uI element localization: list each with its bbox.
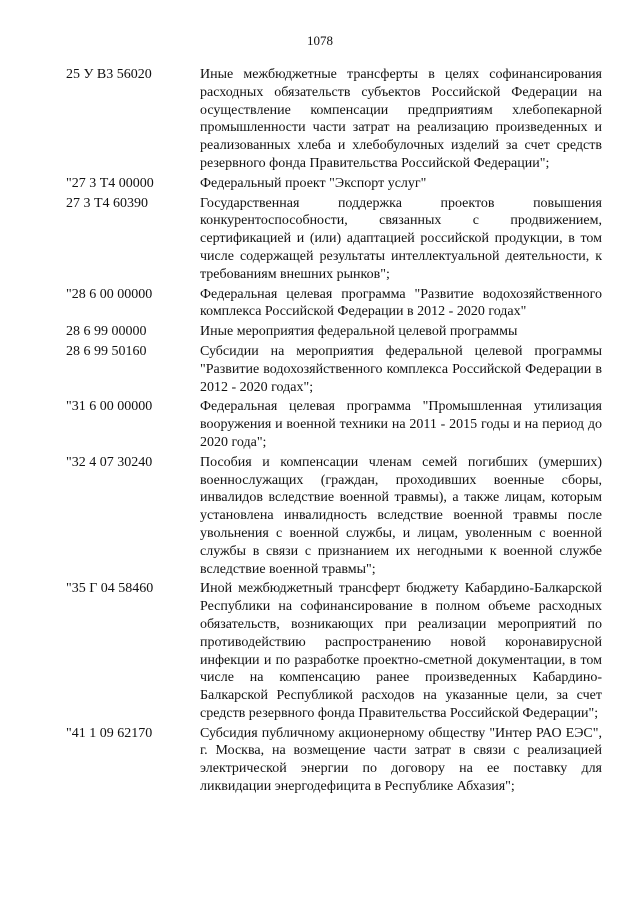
entry-description: Субсидии на мероприятия федеральной целевой программы "Развитие водохозяйственного комплекса Российской Федерации в 2012 - 2020 годах"; (200, 343, 602, 395)
budget-code: 27 3 Т4 60390 (66, 195, 149, 211)
budget-code-list (66, 66, 602, 798)
list-item (66, 343, 602, 396)
entry-description: Федеральный проект "Экспорт услуг" (200, 175, 427, 191)
entry-description: Федеральная целевая программа "Промышленная утилизация вооружения и военной техники на 2011 - 2015 годы и на период до 2020 года"; (200, 399, 602, 450)
budget-code: "27 3 Т4 00000 (66, 175, 154, 191)
entry-description: Иные межбюджетные трансферты в целях софинансирования расходных обязательств субъектов Российской Федерации на осуществление компенсации предприятиям хлебопекарной промышленности части затрат на реализацию произведенных и реализованных хлеба и хлебобулочных изделий за счет средств резервного фонда Правительства Российской Федерации"; (200, 67, 602, 171)
list-item (66, 195, 602, 284)
list-item (66, 454, 602, 579)
page-number: 1078 (307, 33, 333, 48)
budget-code: "31 6 00 00000 (66, 399, 153, 415)
budget-code: 28 6 99 00000 (66, 324, 147, 340)
list-item (66, 175, 602, 193)
list-item (66, 398, 602, 451)
entry-description: Субсидия публичному акционерному обществу "Интер РАО ЕЭС", г. Москва, на возмещение части затрат в связи с реализацией электрической энергии по договору на ее поставку для ликвидации энергодефицита в Республике Абхазия"; (200, 725, 602, 795)
list-item (66, 323, 602, 341)
list-item (66, 286, 602, 322)
budget-code: 25 У В3 56020 (66, 67, 152, 82)
entry-description: Иные мероприятия федеральной целевой программы (200, 324, 518, 340)
budget-code: "28 6 00 00000 (66, 286, 153, 302)
list-item (66, 725, 602, 796)
entry-description: Иной межбюджетный трансферт бюджету Кабардино-Балкарской Республики на софинансирование в полном объеме расходных обязательств, возникающих при реализации мероприятий по противодействию распространению новой коронавирусной инфекции и по разработке проектно-сметной документации, в том числе на компенсацию ранее произведенных Кабардино-Балкарской Республикой расходов на указанные цели, за счет средств резервного фонда Правительства Российской Федерации"; (200, 581, 602, 721)
budget-code: "41 1 09 62170 (66, 725, 153, 741)
list-item (66, 580, 602, 722)
entry-description: Пособия и компенсации членам семей погибших (умерших) военнослужащих (граждан, проходивших военные сборы, инвалидов вследствие военной травмы), а также лицам, которым установлена инвалидность вследствие военной травмы после увольнения с военной службы, и лицам, уволенным с военной службы в связи с признанием их негодными к военной службе вследствие военной травмы"; (200, 454, 602, 577)
budget-code: "35 Г 04 58460 (66, 581, 154, 597)
budget-code: 28 6 99 50160 (66, 343, 147, 359)
budget-code: "32 4 07 30240 (66, 454, 153, 470)
entry-description: Федеральная целевая программа "Развитие водохозяйственного комплекса Российской Федерации в 2012 - 2020 годах" (200, 286, 602, 320)
list-item (66, 66, 602, 173)
entry-description: Государственная поддержка проектов повышения конкурентоспособности, связанных с продвижением, сертификацией и (или) адаптацией российской продукции, в том числе содержащей результаты интеллектуальной деятельности, к требованиям внешних рынков"; (200, 195, 602, 282)
